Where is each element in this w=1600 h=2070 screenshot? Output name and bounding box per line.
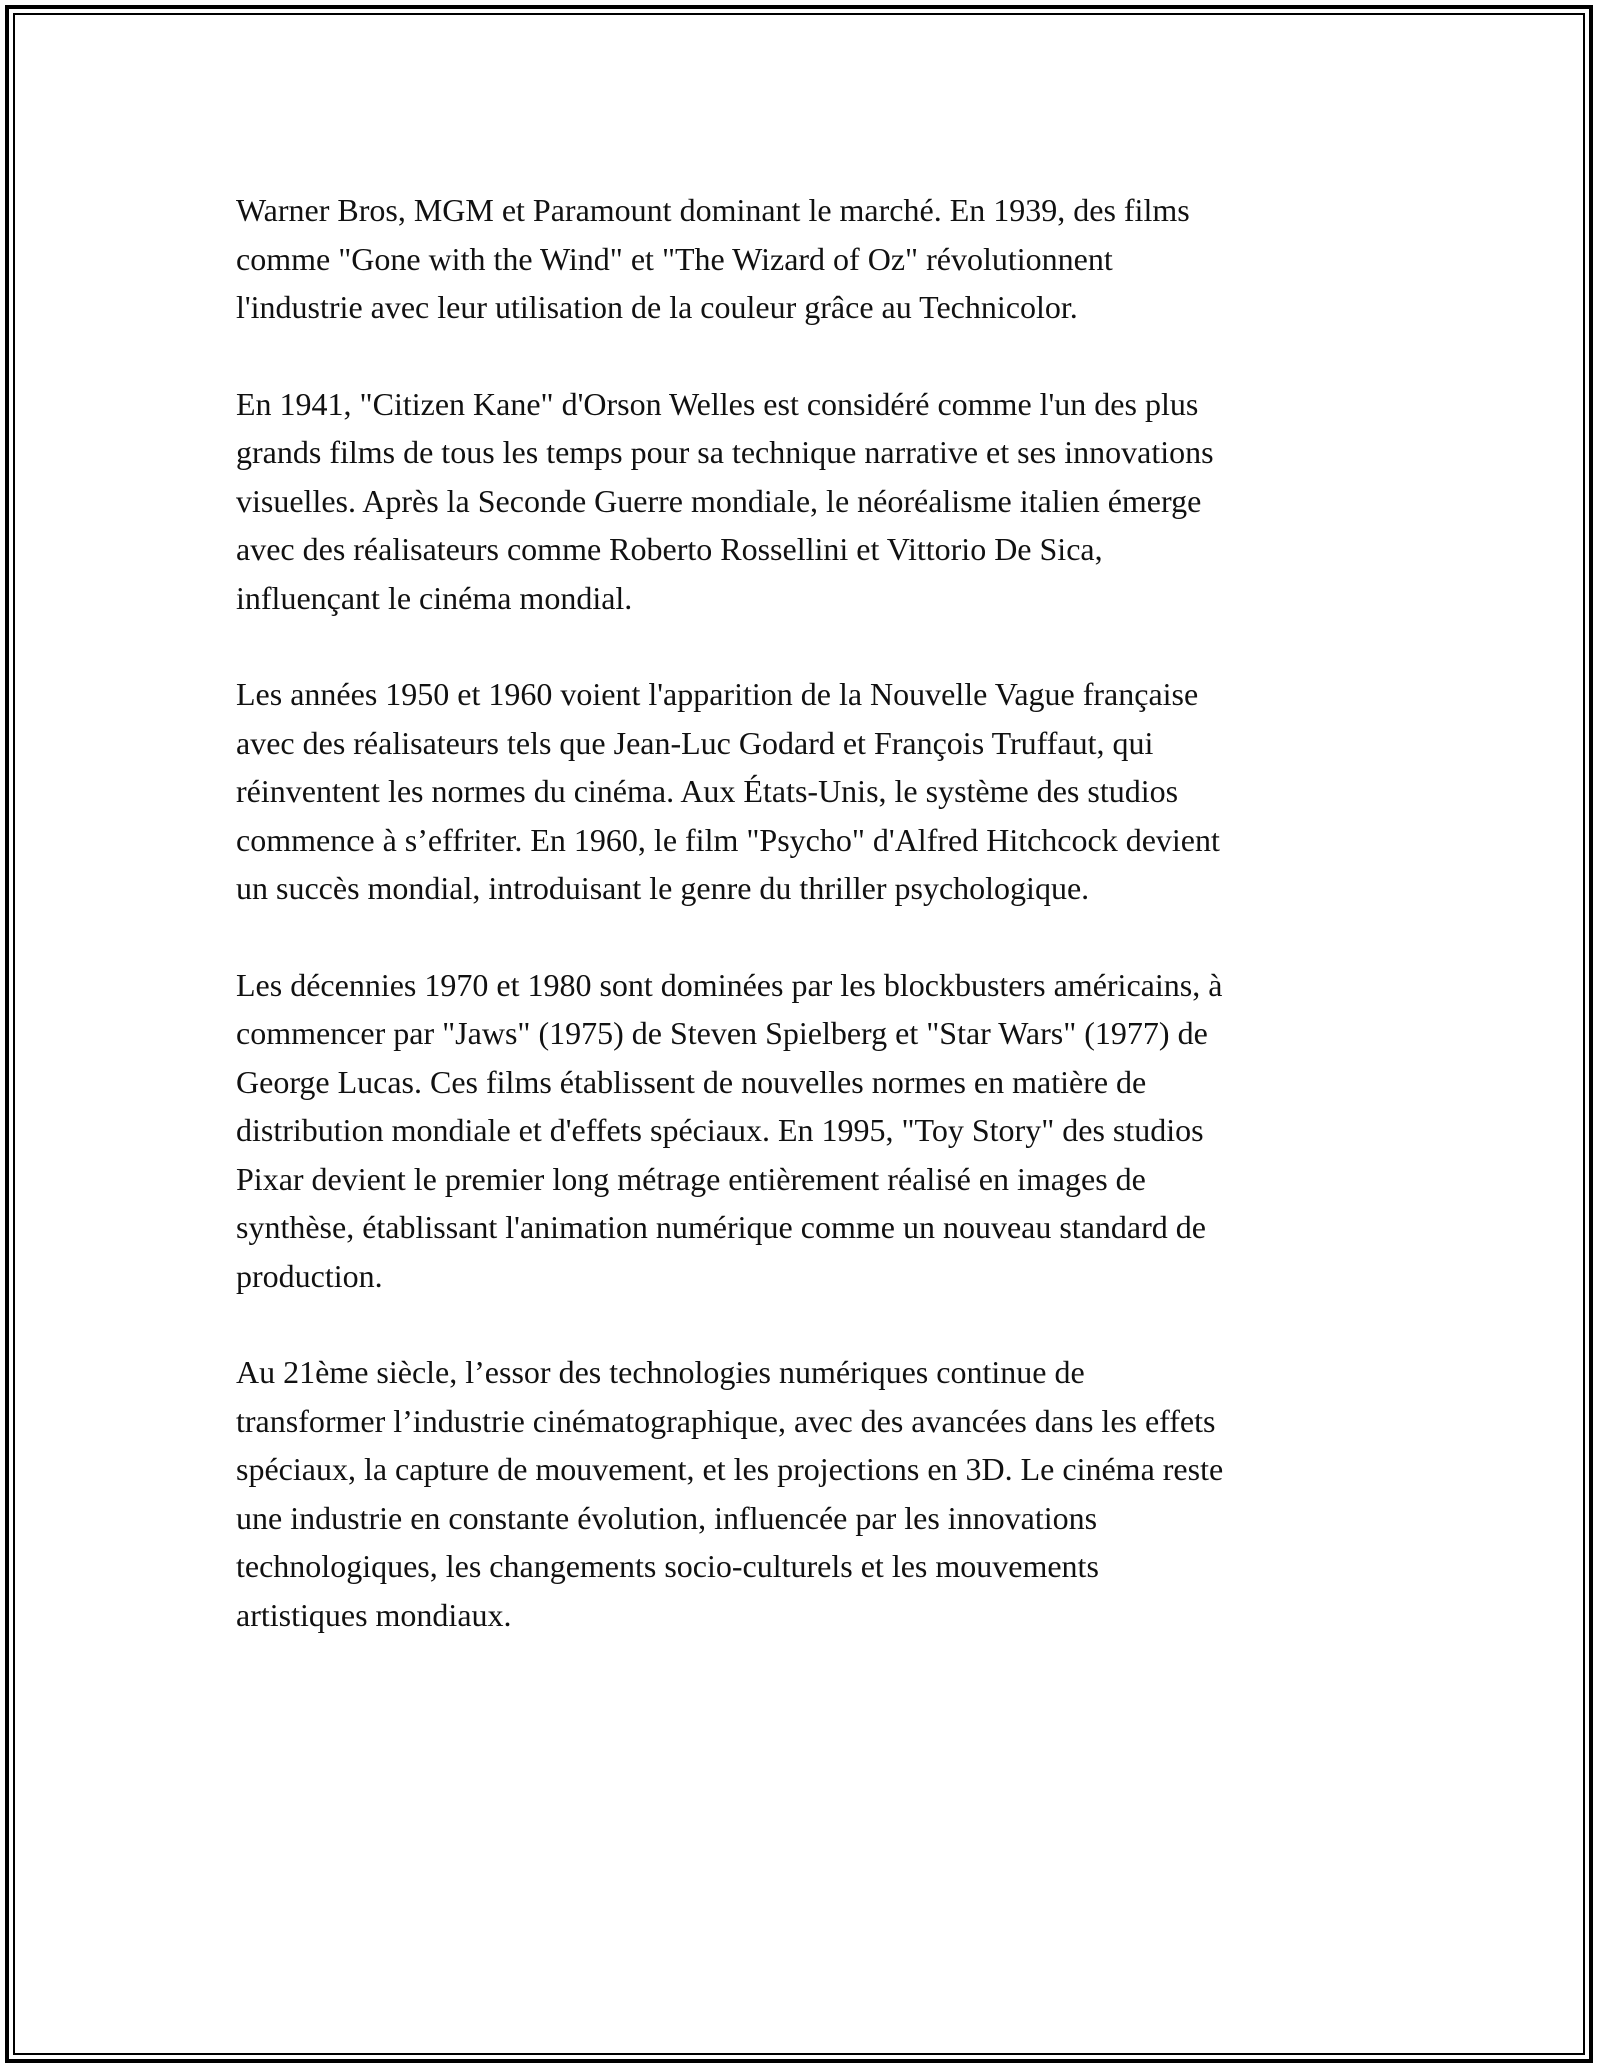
paragraph-3: Les années 1950 et 1960 voient l'apparition de la Nouvelle Vague française avec des réalisateurs tels que Jean-Luc Godard et François Truffaut, qui réinventent les normes du cinéma. Aux États-Unis, le système des studios commence à s’effriter. En 1960, le film "Psycho" d'Alfred Hitchcock devient un succès mondial, introduisant le genre du thriller psychologique. bbox=[236, 676, 1220, 906]
document-body bbox=[236, 186, 1386, 1687]
paragraph-1: Warner Bros, MGM et Paramount dominant le marché. En 1939, des films comme "Gone with the Wind" et "The Wizard of Oz" révolutionnent l'industrie avec leur utilisation de la couleur grâce au Technicolor. bbox=[236, 192, 1190, 325]
paragraph-5: Au 21ème siècle, l’essor des technologies numériques continue de transformer l’industrie cinématographique, avec des avancées dans les effets spéciaux, la capture de mouvement, et les projections en 3D. Le cinéma reste une industrie en constante évolution, influencée par les innovations technologiques, les changements socio-culturels et les mouvements artistiques mondiaux. bbox=[236, 1354, 1224, 1633]
paragraph-2: En 1941, "Citizen Kane" d'Orson Welles est considéré comme l'un des plus grands films de tous les temps pour sa technique narrative et ses innovations visuelles. Après la Seconde Guerre mondiale, le néoréalisme italien émerge avec des réalisateurs comme Roberto Rossellini et Vittorio De Sica, influençant le cinéma mondial. bbox=[236, 385, 1214, 616]
paragraph-4: Les décennies 1970 et 1980 sont dominées par les blockbusters américains, à commencer par "Jaws" (1975) de Steven Spielberg et "Star Wars" (1977) de George Lucas. Ces films établissent de nouvelles normes en matière de distribution mondiale et d'effets spéciaux. En 1995, "Toy Story" des studios Pixar devient le premier long métrage entièrement réalisé en images de synthèse, établissant l'animation numérique comme un nouveau standard de production. bbox=[236, 966, 1223, 1294]
